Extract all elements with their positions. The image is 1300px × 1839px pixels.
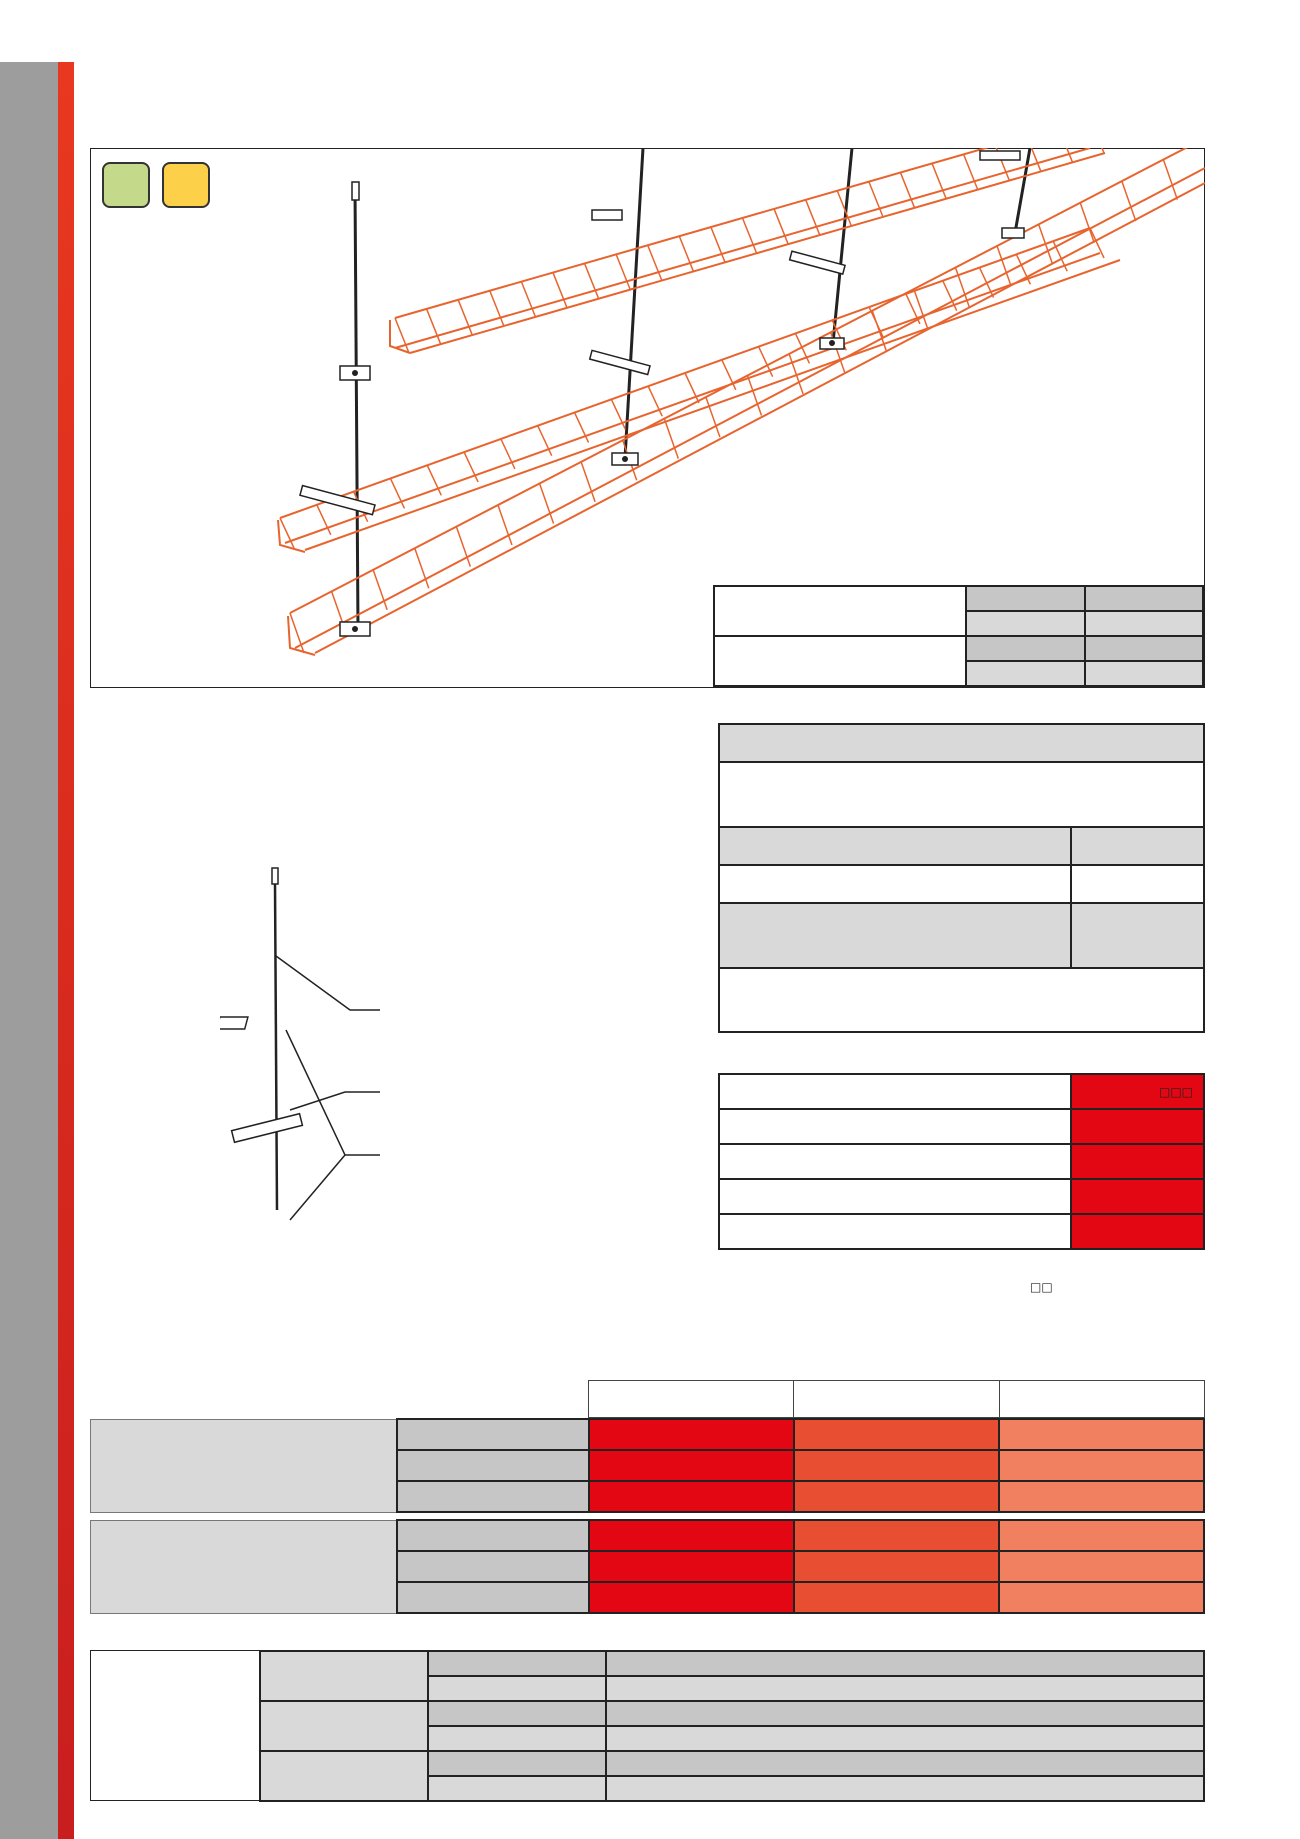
load-col-header — [794, 1381, 999, 1418]
load-row-label — [397, 1481, 589, 1512]
reference-cell — [428, 1751, 606, 1776]
load-cell — [999, 1551, 1204, 1582]
load-cell — [589, 1520, 794, 1551]
load-row-label — [397, 1450, 589, 1481]
tray-cross-wire — [748, 376, 762, 416]
unit-glyph: □□□ — [1158, 1084, 1193, 1099]
load-row-label — [397, 1419, 589, 1450]
reference-table — [259, 1650, 1205, 1802]
reference-group-label — [260, 1651, 428, 1701]
tray-cross-wire — [1163, 160, 1177, 200]
side-gray-band — [0, 62, 58, 1839]
red-spec-table — [718, 1073, 1205, 1250]
red-spec-label — [719, 1179, 1071, 1214]
description-col-header — [1071, 827, 1204, 865]
red-spec-label — [719, 1144, 1071, 1179]
reference-cell — [606, 1751, 1204, 1776]
load-cell — [589, 1419, 794, 1450]
spec-cell — [966, 636, 1085, 661]
red-spec-label — [719, 1214, 1071, 1249]
reference-group-label — [260, 1751, 428, 1801]
load-group-label — [91, 1520, 398, 1613]
load-row-label — [397, 1582, 589, 1613]
spec-label-cell — [714, 636, 966, 686]
tray-cross-wire — [1080, 203, 1094, 243]
load-cell — [999, 1481, 1204, 1512]
load-cell — [589, 1450, 794, 1481]
reference-cell — [606, 1726, 1204, 1751]
description-text-cell — [719, 762, 1204, 826]
reference-cell — [428, 1676, 606, 1701]
spec-cell — [966, 611, 1085, 636]
load-cell — [794, 1419, 999, 1450]
reference-group-label — [260, 1701, 428, 1751]
reference-cell — [606, 1776, 1204, 1801]
spec-cell — [1085, 661, 1204, 686]
description-cell — [719, 903, 1071, 967]
description-table — [718, 723, 1205, 1033]
footnote-glyph: □□ — [1030, 1280, 1053, 1294]
load-table-group-1 — [90, 1418, 1205, 1513]
load-cell — [794, 1520, 999, 1551]
load-col-header — [589, 1381, 794, 1418]
tray-cross-wire — [1122, 181, 1136, 221]
red-spec-value — [1071, 1144, 1204, 1179]
red-spec-label — [719, 1109, 1071, 1144]
red-spec-value — [1071, 1074, 1204, 1109]
load-group-label — [91, 1419, 398, 1512]
load-table-group-2 — [90, 1519, 1205, 1614]
description-header — [719, 724, 1204, 762]
description-cell — [1071, 903, 1204, 967]
tray-cross-wire — [280, 518, 294, 548]
reference-cell — [428, 1651, 606, 1676]
description-col-header — [719, 827, 1071, 865]
reference-cell — [606, 1701, 1204, 1726]
description-footer-cell — [719, 968, 1204, 1032]
load-cell — [589, 1551, 794, 1582]
tray-cross-wire — [914, 289, 928, 329]
red-spec-value — [1071, 1179, 1204, 1214]
load-cell — [589, 1481, 794, 1512]
load-col-header — [999, 1381, 1204, 1418]
load-cell — [999, 1520, 1204, 1551]
load-cell — [999, 1450, 1204, 1481]
spec-label-cell — [714, 586, 966, 636]
reference-cell — [606, 1676, 1204, 1701]
load-row-label — [397, 1520, 589, 1551]
description-cell — [719, 865, 1071, 903]
reference-cell — [428, 1776, 606, 1801]
tray-cross-wire — [997, 246, 1011, 286]
tray-cross-wire — [1039, 224, 1053, 264]
load-cell — [794, 1450, 999, 1481]
tray-cross-wire — [456, 527, 470, 567]
description-cell — [1071, 865, 1204, 903]
spec-cell — [966, 586, 1085, 611]
side-red-band — [58, 62, 74, 1839]
spec-cell — [1085, 636, 1204, 661]
spec-cell — [1085, 611, 1204, 636]
load-cell — [999, 1419, 1204, 1450]
load-cell — [794, 1551, 999, 1582]
reference-cell — [428, 1701, 606, 1726]
load-table-header — [588, 1380, 1205, 1418]
load-cell — [794, 1481, 999, 1512]
reference-cell — [428, 1726, 606, 1751]
load-cell — [794, 1582, 999, 1613]
load-row-label — [397, 1551, 589, 1582]
red-spec-value — [1071, 1109, 1204, 1144]
load-cell — [589, 1582, 794, 1613]
spec-cell — [966, 661, 1085, 686]
red-spec-value — [1071, 1214, 1204, 1249]
illustration-spec-table — [713, 585, 1204, 687]
reference-cell — [606, 1651, 1204, 1676]
load-cell — [999, 1582, 1204, 1613]
tray-cross-wire — [1090, 148, 1104, 153]
spec-cell — [1085, 586, 1204, 611]
threaded-rod-assembly-illustration — [220, 860, 400, 1240]
red-spec-label — [719, 1074, 1071, 1109]
